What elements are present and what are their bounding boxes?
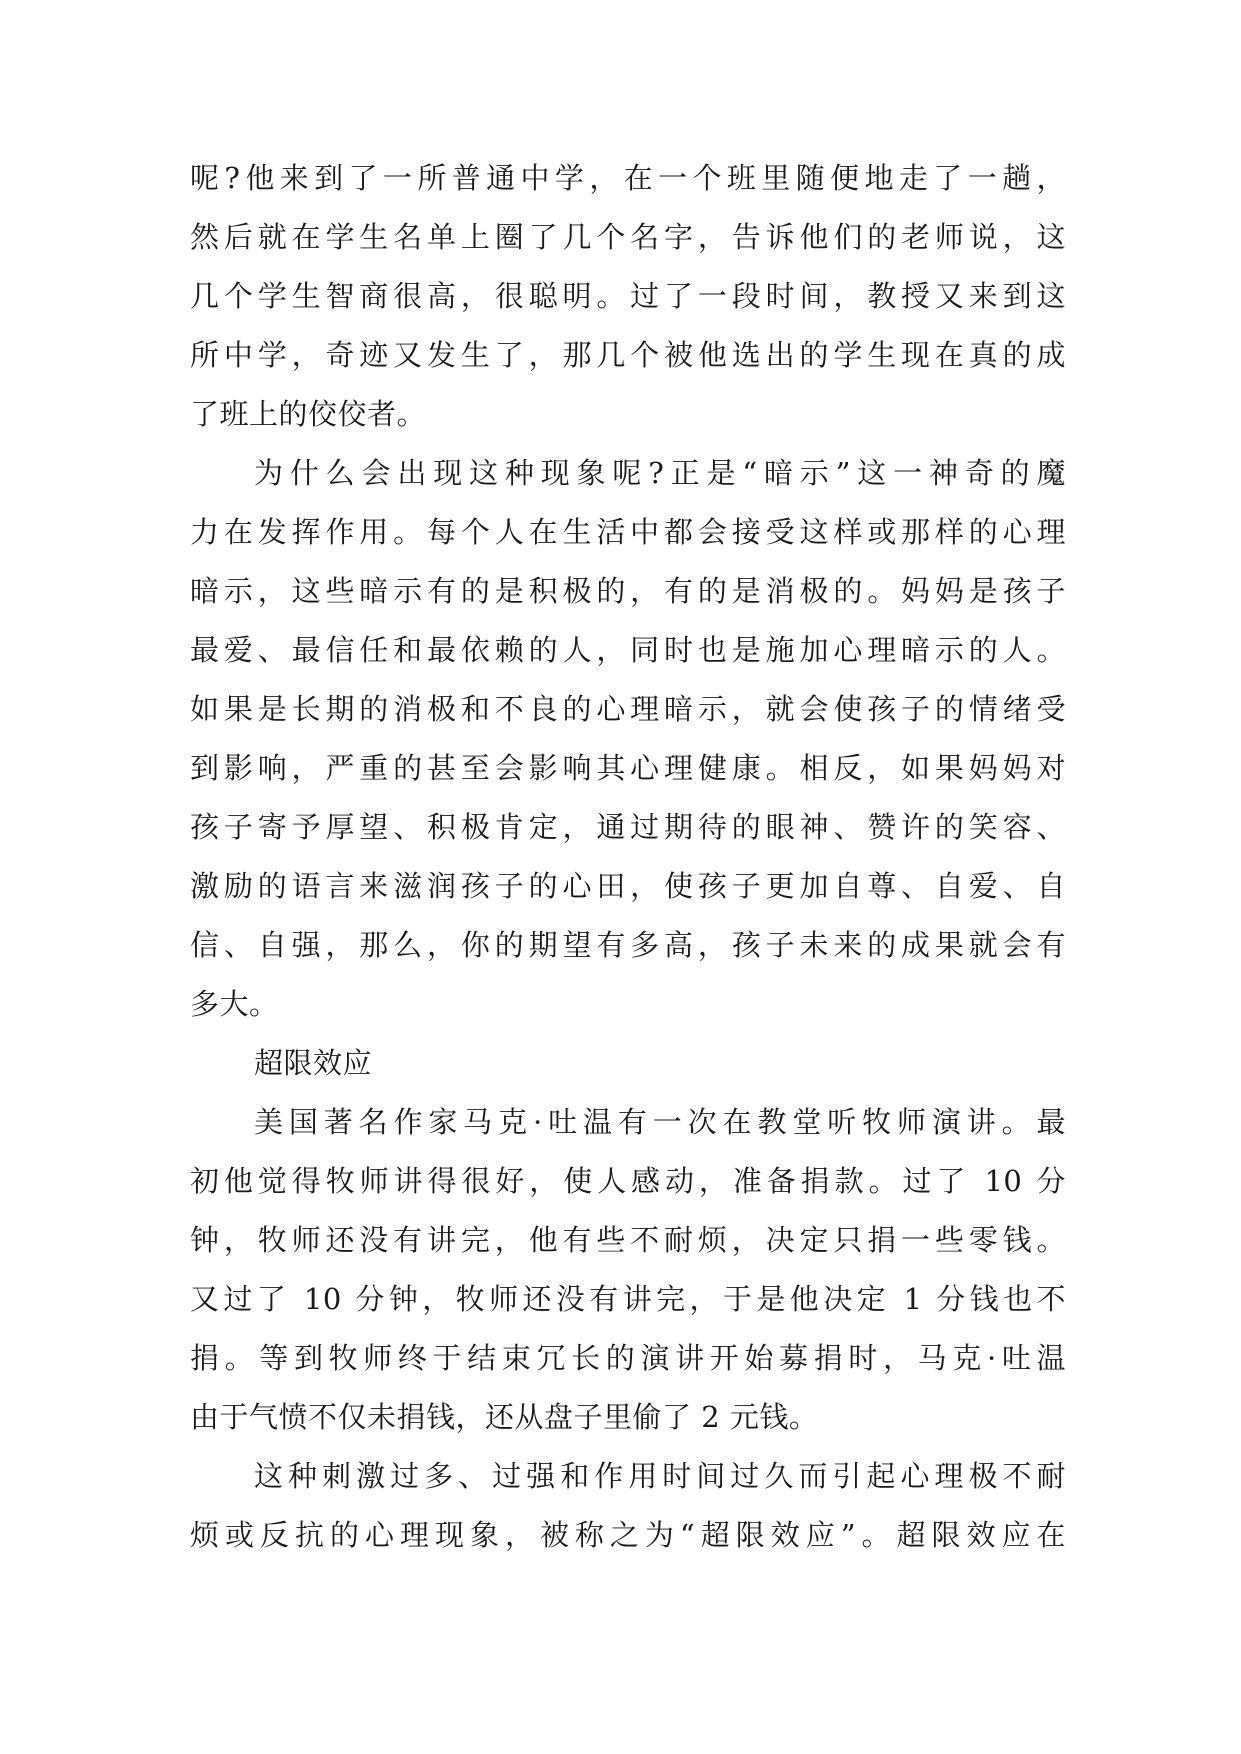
paragraph-line: 如果是长期的消极和不良的心理暗示，就会使孩子的情绪受 xyxy=(190,692,1066,726)
paragraph-line: 初他觉得牧师讲得很好，使人感动，准备捐款。过了 10 分 xyxy=(190,1164,1066,1198)
paragraph-line: 孩子寄予厚望、积极肯定，通过期待的眼神、赞许的笑容、 xyxy=(190,810,1066,844)
paragraph-line: 激励的语言来滋润孩子的心田，使孩子更加自尊、自爱、自 xyxy=(190,869,1066,903)
paragraph-line: 为什么会出现这种现象呢?正是“暗示”这一神奇的魔 xyxy=(254,456,1066,490)
paragraph-line: 了班上的佼佼者。 xyxy=(190,397,427,431)
paragraph-line: 这种刺激过多、过强和作用时间过久而引起心理极不耐 xyxy=(254,1459,1066,1493)
paragraph-line: 所中学，奇迹又发生了，那几个被他选出的学生现在真的成 xyxy=(190,338,1066,372)
paragraph-line: 最爱、最信任和最依赖的人，同时也是施加心理暗示的人。 xyxy=(190,633,1066,667)
paragraph-line: 信、自强，那么，你的期望有多高，孩子未来的成果就会有 xyxy=(190,928,1066,962)
paragraph-line: 呢?他来到了一所普通中学，在一个班里随便地走了一趟， xyxy=(190,161,1066,195)
paragraph-line: 由于气愤不仅未捐钱，还从盘子里偷了 2 元钱。 xyxy=(190,1400,819,1434)
paragraph-line: 然后就在学生名单上圈了几个名字，告诉他们的老师说，这 xyxy=(190,220,1066,254)
paragraph-line: 力在发挥作用。每个人在生活中都会接受这样或那样的心理 xyxy=(190,515,1066,549)
paragraph-line: 美国著名作家马克·吐温有一次在教堂听牧师演讲。最 xyxy=(254,1105,1066,1139)
document-page xyxy=(190,160,1066,1576)
paragraph-line: 暗示，这些暗示有的是积极的，有的是消极的。妈妈是孩子 xyxy=(190,574,1066,608)
paragraph-line: 多大。 xyxy=(190,987,279,1021)
paragraph-line: 几个学生智商很高，很聪明。过了一段时间，教授又来到这 xyxy=(190,279,1066,313)
paragraph-line: 到影响，严重的甚至会影响其心理健康。相反，如果妈妈对 xyxy=(190,751,1066,785)
paragraph-line: 烦或反抗的心理现象，被称之为“超限效应”。超限效应在 xyxy=(190,1518,1066,1552)
section-heading: 超限效应 xyxy=(254,1046,373,1080)
paragraph-line: 又过了 10 分钟，牧师还没有讲完，于是他决定 1 分钱也不 xyxy=(190,1282,1066,1316)
paragraph-line: 钟，牧师还没有讲完，他有些不耐烦，决定只捐一些零钱。 xyxy=(190,1223,1066,1257)
paragraph-line: 捐。等到牧师终于结束冗长的演讲开始募捐时，马克·吐温 xyxy=(190,1341,1066,1375)
